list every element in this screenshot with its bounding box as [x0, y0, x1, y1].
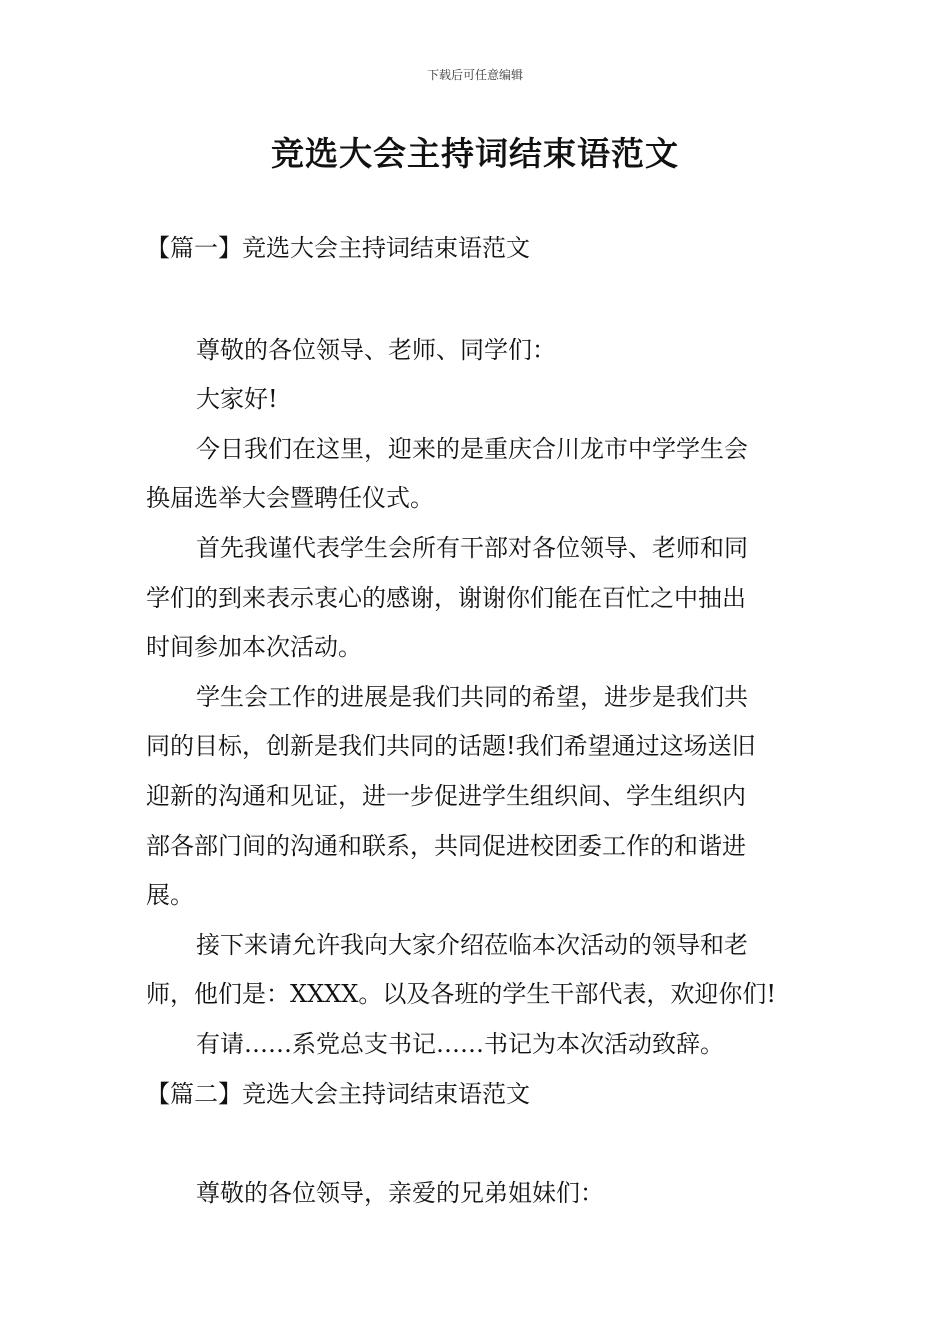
- paragraph-line: 接下来请允许我向大家介绍莅临本次活动的领导和老: [196, 931, 748, 959]
- paragraph-line: 学生会工作的进展是我们共同的希望，进步是我们共: [196, 683, 748, 711]
- paragraph-line: 首先我谨代表学生会所有干部对各位领导、老师和同: [196, 534, 748, 562]
- paragraph-line: 师，他们是：XXXX。以及各班的学生干部代表，欢迎你们!: [146, 980, 776, 1008]
- paragraph-line: 今日我们在这里，迎来的是重庆合川龙市中学学生会: [196, 435, 748, 463]
- page-header-note: 下载后可任意编辑: [426, 68, 523, 82]
- paragraph-line: 时间参加本次活动。: [146, 633, 362, 661]
- paragraph-line: 迎新的沟通和见证，进一步促进学生组织间、学生组织内: [146, 782, 746, 810]
- section-heading-2: 【篇二】竞选大会主持词结束语范文: [146, 1080, 530, 1108]
- paragraph-line: 部各部门间的沟通和联系，共同促进校团委工作的和谐进: [146, 832, 746, 860]
- paragraph-line: 展。: [146, 881, 194, 909]
- paragraph-line: 尊敬的各位领导、老师、同学们：: [196, 336, 556, 364]
- paragraph-line: 同的目标，创新是我们共同的话题!我们希望通过这场送旧: [146, 732, 756, 760]
- paragraph-line: 尊敬的各位领导，亲爱的兄弟姐妹们：: [196, 1179, 604, 1207]
- paragraph-line: 大家好!: [196, 385, 278, 413]
- section-heading-1: 【篇一】竞选大会主持词结束语范文: [146, 234, 530, 262]
- paragraph-line: 有请……系党总支书记……书记为本次活动致辞。: [196, 1030, 724, 1058]
- paragraph-line: 学们的到来表示衷心的感谢，谢谢你们能在百忙之中抽出: [146, 584, 746, 612]
- paragraph-line: 换届选举大会暨聘任仪式。: [146, 484, 434, 512]
- document-title: 竞选大会主持词结束语范文: [271, 134, 679, 173]
